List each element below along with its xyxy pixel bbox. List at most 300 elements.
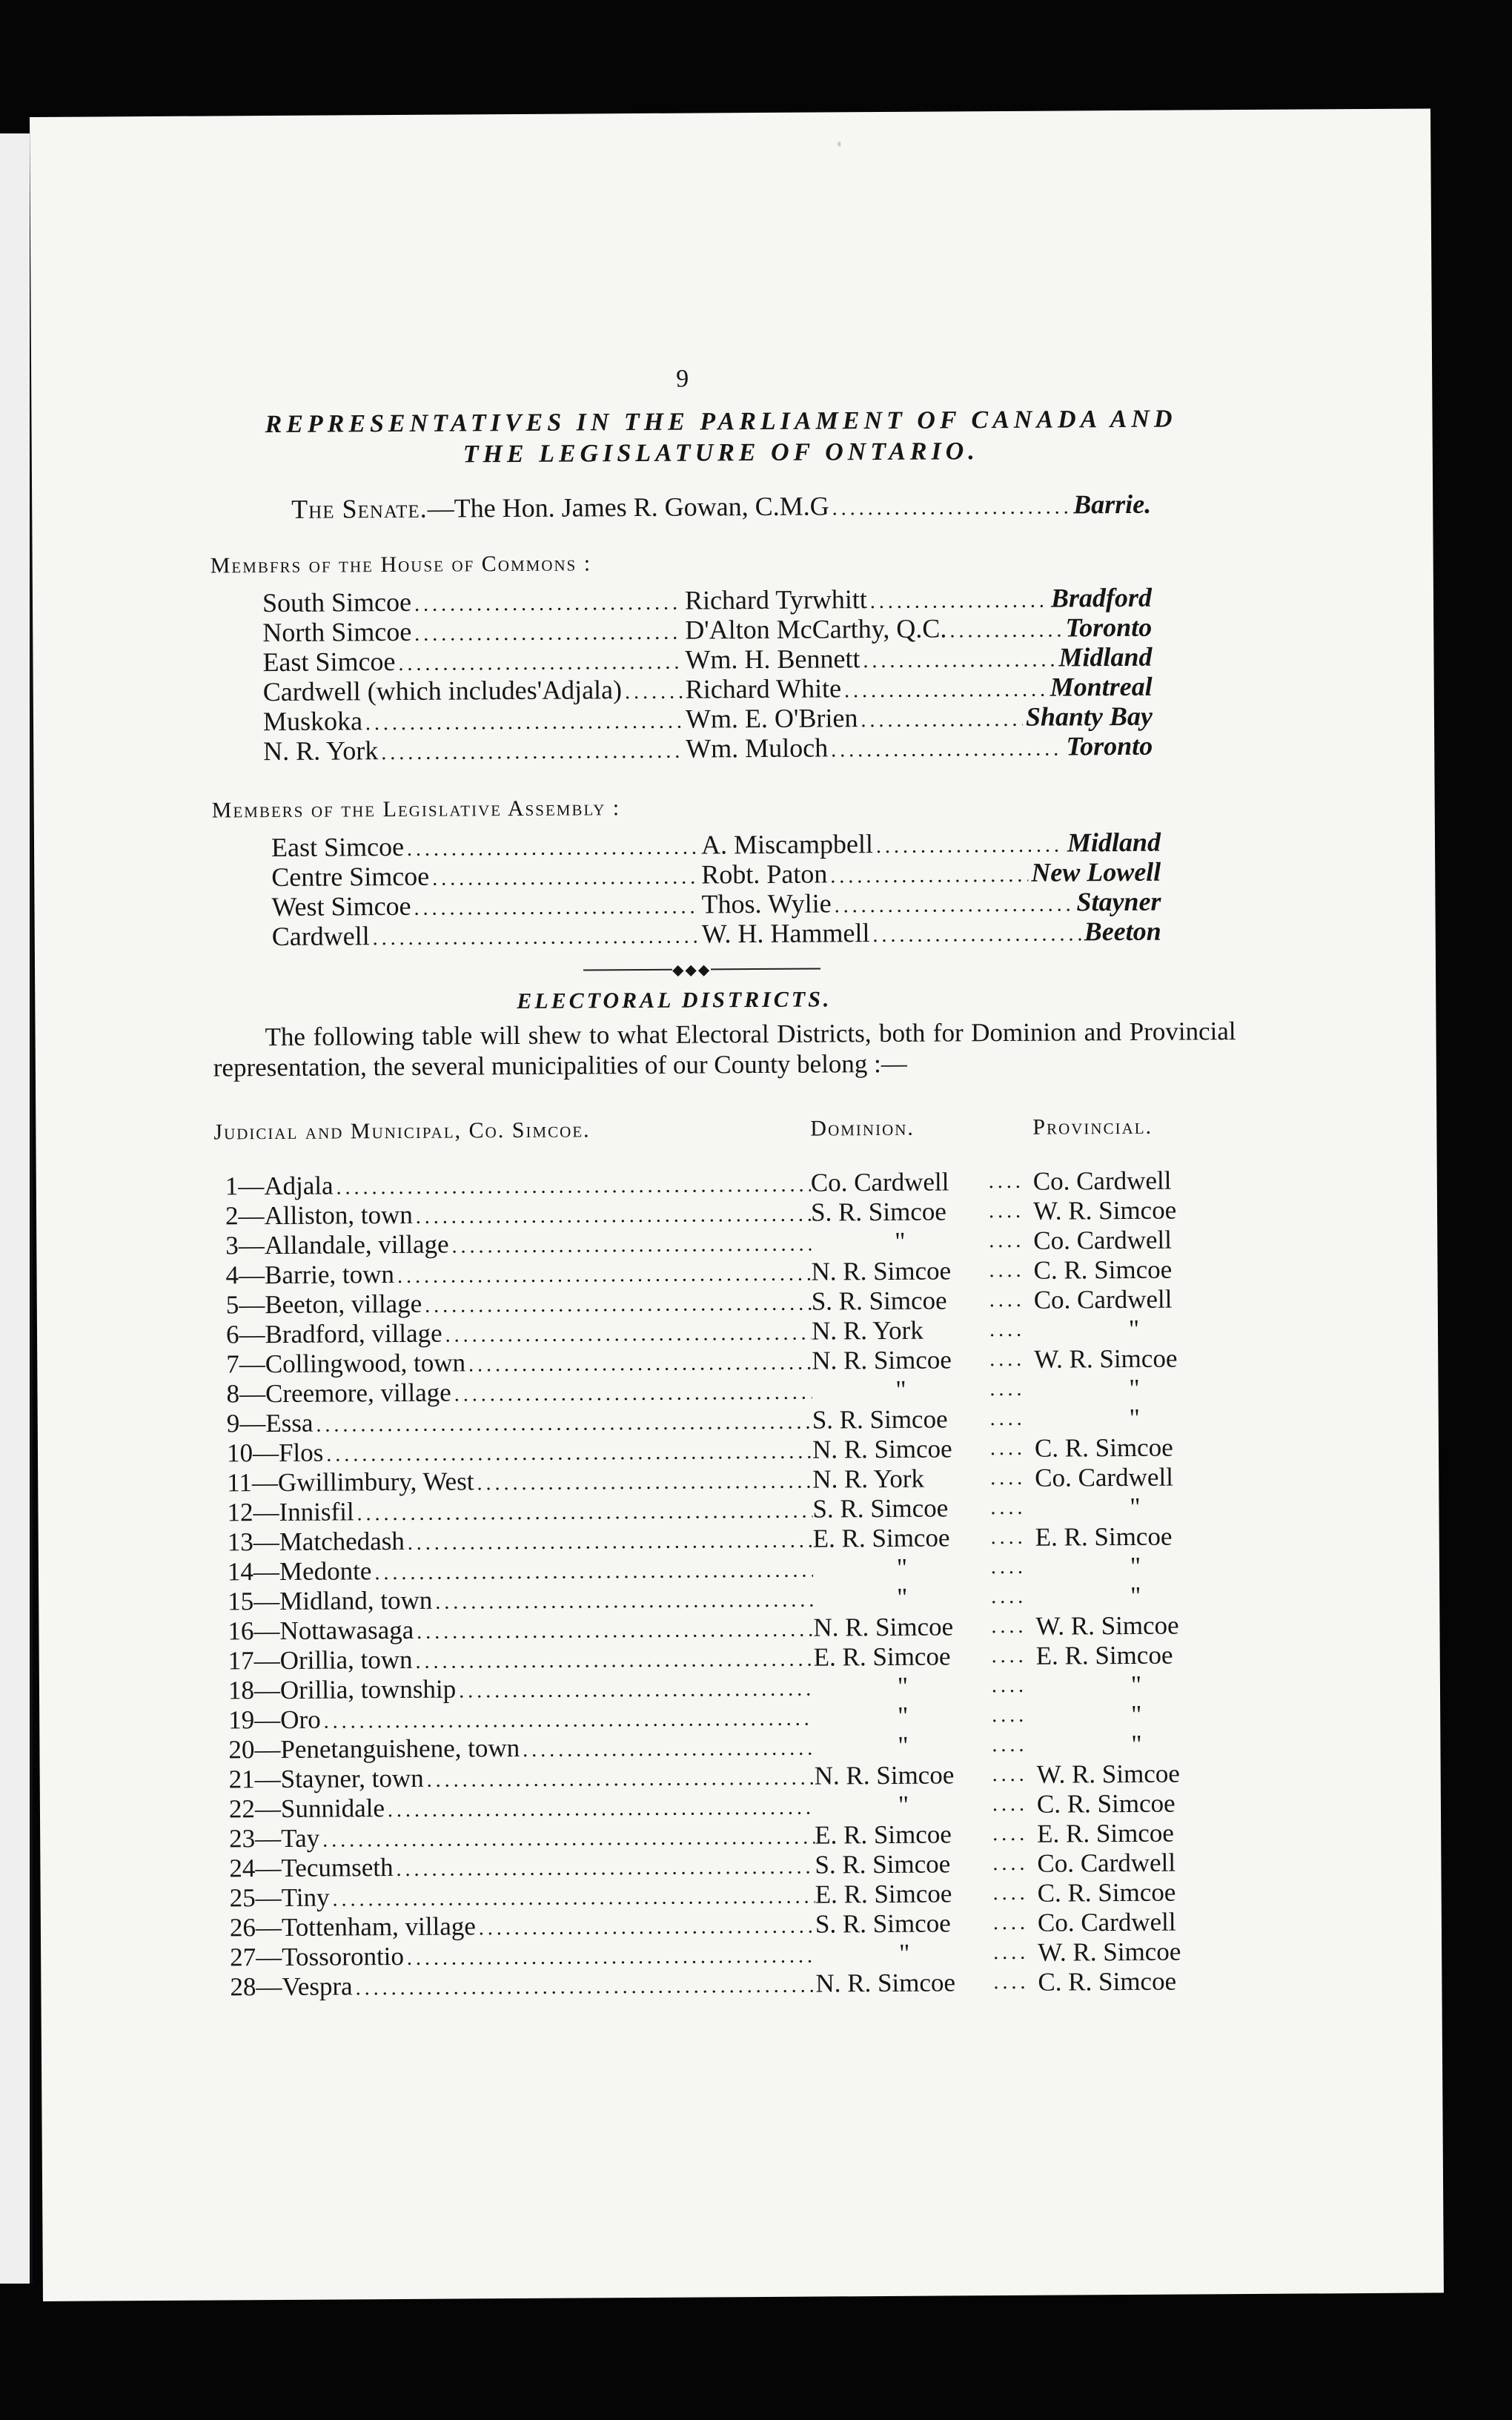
dominion-district <box>811 1226 989 1257</box>
riding-text: Cardwell <box>271 921 370 952</box>
riding-text: East Simcoe <box>271 831 405 863</box>
leader-dots <box>415 1643 813 1675</box>
dominion-district <box>811 1197 989 1227</box>
leader-dots <box>830 857 1028 890</box>
adjacent-page-edge <box>0 133 33 2284</box>
municipality-name: 13—Matchedash <box>227 1526 405 1557</box>
senate-text: —The Hon. James R. Gowan, C.M.G <box>427 491 829 523</box>
provincial-district <box>1034 1373 1234 1404</box>
municipality-name: 9—Essa <box>226 1408 314 1438</box>
document-page <box>30 108 1444 2301</box>
leader-dots <box>445 1317 812 1349</box>
member-name: A. Miscampbell <box>700 829 874 860</box>
dominion-district <box>811 1167 989 1197</box>
municipality-cell <box>228 1554 813 1587</box>
member-name: Richard Tyrwhitt <box>684 584 867 615</box>
column-separator-dots: . . . . <box>992 1822 1024 1846</box>
municipality-name: 6—Bradford, village <box>225 1318 442 1349</box>
municipality-cell <box>226 1317 812 1350</box>
member-name: Richard White <box>685 673 842 704</box>
dominion-text: S. R. Simcoe <box>812 1493 949 1524</box>
dominion-district <box>815 1908 993 1939</box>
member-name: W. H. Hammell <box>701 918 870 949</box>
provincial-text: " <box>1130 1581 1141 1610</box>
provincial-text: Co. Cardwell <box>1032 1166 1172 1196</box>
municipality-cell <box>228 1732 814 1765</box>
page-title-line-2: THE LEGISLATURE OF ONTARIO. <box>462 437 979 469</box>
column-separator-dots: . . . . <box>991 1614 1023 1639</box>
column-separator-dots: . . . . <box>989 1318 1021 1342</box>
municipality-name: 28—Vespra <box>230 1971 353 2002</box>
provincial-district <box>1038 1907 1238 1938</box>
riding-text: West Simcoe <box>271 890 411 922</box>
municipality-name: 17—Orillia, town <box>228 1644 413 1676</box>
leader-dots <box>863 642 1055 675</box>
leader-dots <box>432 859 698 892</box>
dominion-district <box>814 1701 992 1731</box>
provincial-district <box>1035 1432 1235 1464</box>
column-separator-dots: . . . . <box>990 1495 1022 1520</box>
municipality-name: 10—Flos <box>226 1438 324 1468</box>
provincial-district <box>1033 1225 1233 1256</box>
provincial-district <box>1033 1166 1233 1197</box>
leader-dots <box>876 827 1064 859</box>
dominion-text: S. R. Simcoe <box>811 1286 947 1316</box>
provincial-text: W. R. Simcoe <box>1034 1343 1178 1374</box>
riding-name <box>271 829 701 863</box>
riding-text: Centre Simcoe <box>271 861 430 893</box>
leader-dots <box>861 701 1023 733</box>
provincial-district <box>1035 1581 1236 1612</box>
municipality-cell <box>228 1584 813 1617</box>
provincial-district <box>1035 1462 1235 1493</box>
provincial-district <box>1038 1877 1238 1908</box>
member-name: Thos. Wylie <box>701 888 832 919</box>
provincial-text: C. R. Simcoe <box>1036 1788 1176 1819</box>
leader-dots <box>417 1613 813 1645</box>
municipality-cell <box>228 1643 814 1676</box>
leader-dots <box>365 704 683 737</box>
leader-dots <box>427 1762 815 1793</box>
dominion-text: E. R. Simcoe <box>815 1819 952 1850</box>
provincial-district <box>1035 1403 1235 1434</box>
dominion-text: E. R. Simcoe <box>813 1642 951 1672</box>
municipality-cell <box>230 1940 815 1973</box>
municipal-column-header: Judicial and Municipal, Co. Simcoe. <box>213 1117 591 1145</box>
leader-dots <box>414 585 682 618</box>
dominion-district <box>811 1256 989 1286</box>
municipality-name: 19—Oro <box>228 1705 321 1735</box>
provincial-text: " <box>1131 1729 1142 1759</box>
leader-dots <box>322 1821 815 1854</box>
leader-dots <box>479 1910 815 1942</box>
dominion-district <box>815 1938 993 1968</box>
dominion-district <box>812 1464 990 1494</box>
provincial-text: Co. Cardwell <box>1033 1284 1173 1315</box>
dominion-text: S. R. Simcoe <box>815 1849 951 1880</box>
provincial-district <box>1033 1195 1233 1226</box>
leader-dots <box>397 1257 812 1289</box>
column-separator-dots: . . . . <box>989 1258 1021 1283</box>
paper-speck <box>838 142 840 146</box>
dominion-district <box>815 1760 992 1791</box>
leader-dots <box>332 1880 815 1913</box>
municipality-cell <box>226 1287 812 1320</box>
column-separator-dots: . . . . <box>991 1644 1023 1668</box>
provincial-text: " <box>1130 1699 1142 1729</box>
leader-dots <box>373 919 699 952</box>
provincial-district <box>1036 1699 1236 1730</box>
provincial-district <box>1036 1670 1236 1701</box>
riding-name <box>263 733 686 767</box>
municipality-name: 1—Adjala <box>225 1171 334 1201</box>
dominion-district <box>812 1434 990 1464</box>
provincial-district <box>1034 1284 1234 1315</box>
dominion-text: N. R. York <box>812 1464 925 1494</box>
leader-dots <box>388 1791 815 1824</box>
provincial-text: W. R. Simcoe <box>1038 1937 1181 1967</box>
riding-text: East Simcoe <box>262 646 396 678</box>
dominion-district <box>813 1582 991 1613</box>
riding-name <box>271 888 701 922</box>
assembly-entry <box>272 916 1161 952</box>
dominion-text: " <box>898 1790 909 1819</box>
provincial-text: Co. Cardwell <box>1033 1225 1173 1255</box>
provincial-text: W. R. Simcoe <box>1035 1610 1179 1641</box>
leader-dots <box>414 889 698 922</box>
leader-dots <box>435 1584 813 1616</box>
leader-dots <box>625 674 683 705</box>
column-separator-dots: . . . . <box>992 1703 1024 1728</box>
dominion-district <box>812 1315 989 1346</box>
municipality-name: 4—Barrie, town <box>225 1260 395 1290</box>
column-separator-dots: . . . . <box>989 1347 1021 1372</box>
riding-name <box>272 918 702 952</box>
table-row <box>230 1966 1238 2002</box>
dominion-text: " <box>898 1730 909 1760</box>
column-separator-dots: . . . . <box>988 1199 1021 1223</box>
member-place: Montreal <box>1050 671 1153 702</box>
page-title-line-1: REPRESENTATIVES IN THE PARLIAMENT OF CANADA AND <box>265 405 1177 439</box>
leader-dots <box>477 1465 812 1497</box>
leader-dots <box>407 830 698 862</box>
riding-name <box>262 644 685 678</box>
column-separator-dots: . . . . <box>992 1911 1024 1935</box>
leader-dots <box>396 1851 815 1882</box>
dominion-district <box>812 1345 989 1375</box>
leader-dots <box>832 489 1071 521</box>
member-place: Midland <box>1058 641 1153 672</box>
provincial-district <box>1036 1729 1236 1760</box>
municipality-name: 25—Tiny <box>229 1882 330 1913</box>
commons-entry <box>263 730 1153 767</box>
provincial-district <box>1034 1314 1234 1345</box>
provincial-text: " <box>1129 1373 1140 1403</box>
leader-dots <box>425 1287 812 1319</box>
riding-name <box>271 859 701 893</box>
intro-text: The following table will shew to what Electoral Districts, both for Dominion and Provincial representation, the several municipalities of our County belong :— <box>213 1016 1236 1082</box>
senate-place: Barrie. <box>1073 489 1152 520</box>
municipality-cell <box>229 1791 815 1825</box>
municipality-name: 11—Gwillimbury, West <box>227 1467 474 1498</box>
dominion-text: E. R. Simcoe <box>812 1523 950 1553</box>
riding-name <box>262 615 685 648</box>
member-name: D'Alton McCarthy, Q.C. <box>685 613 947 645</box>
provincial-district <box>1038 1966 1238 1997</box>
provincial-district <box>1037 1759 1237 1790</box>
municipality-name: 2—Alliston, town <box>225 1200 413 1231</box>
dominion-district <box>815 1879 993 1909</box>
provincial-column-header: Provincial. <box>1032 1114 1153 1140</box>
provincial-text: E. R. Simcoe <box>1035 1640 1173 1670</box>
municipality-name: 3—Allandale, village <box>225 1229 449 1260</box>
provincial-district <box>1037 1848 1237 1879</box>
provincial-text: C. R. Simcoe <box>1034 1432 1173 1463</box>
provincial-text: " <box>1130 1551 1141 1581</box>
dominion-district <box>815 1968 993 1998</box>
senate-label: The Senate. <box>291 493 428 524</box>
dominion-text: S. R. Simcoe <box>815 1908 951 1939</box>
municipality-cell <box>230 1880 815 1914</box>
member-place: New Lowell <box>1031 856 1161 887</box>
dominion-district <box>812 1404 990 1435</box>
intro-paragraph <box>213 1016 1236 1082</box>
member-place: Shanty Bay <box>1025 701 1153 732</box>
provincial-text: E. R. Simcoe <box>1037 1818 1175 1848</box>
dominion-column-header: Dominion. <box>810 1115 915 1141</box>
leader-dots <box>468 1346 812 1378</box>
leader-dots <box>408 1524 813 1556</box>
riding-text: N. R. York <box>263 735 379 767</box>
municipality-cell <box>228 1524 813 1558</box>
riding-name <box>263 674 686 707</box>
municipality-name: 26—Tottenham, village <box>229 1911 476 1943</box>
provincial-text: " <box>1130 1670 1142 1699</box>
dominion-district <box>813 1553 991 1583</box>
member-place: Stayner <box>1076 886 1161 917</box>
dominion-district <box>812 1375 989 1405</box>
municipality-cell <box>228 1613 813 1647</box>
dominion-text: E. R. Simcoe <box>815 1879 952 1909</box>
leader-dots <box>356 1969 816 2002</box>
municipality-name: 18—Orillia, township <box>228 1674 457 1705</box>
municipality-name: 22—Sunnidale <box>228 1793 385 1824</box>
provincial-district <box>1035 1492 1235 1523</box>
dominion-district <box>815 1790 992 1820</box>
provincial-text: Co. Cardwell <box>1037 1848 1176 1878</box>
column-separator-dots: . . . . <box>989 1377 1021 1401</box>
dominion-text: S. R. Simcoe <box>810 1197 946 1227</box>
column-separator-dots: . . . . <box>991 1584 1023 1609</box>
member-name: Wm. H. Bennett <box>685 644 861 675</box>
dominion-text: " <box>897 1701 909 1730</box>
leader-dots <box>326 1435 812 1468</box>
column-separator-dots: . . . . <box>992 1733 1024 1757</box>
leader-dots <box>398 644 682 677</box>
municipality-cell <box>225 1257 811 1291</box>
municipality-cell <box>225 1168 811 1202</box>
provincial-text: W. R. Simcoe <box>1036 1759 1180 1789</box>
column-separator-dots: . . . . <box>992 1762 1024 1787</box>
member-name: Wm. Muloch <box>686 733 829 764</box>
municipality-cell <box>225 1228 811 1261</box>
provincial-district <box>1034 1343 1234 1375</box>
municipality-name: 5—Beeton, village <box>225 1289 422 1320</box>
municipality-cell <box>226 1346 812 1380</box>
leader-dots <box>949 612 1062 644</box>
leader-dots <box>831 730 1064 763</box>
leader-dots <box>454 1376 812 1408</box>
riding-name <box>263 704 686 737</box>
dominion-district <box>815 1849 992 1880</box>
leader-dots <box>336 1168 810 1201</box>
dominion-text: N. R. Simcoe <box>814 1760 955 1791</box>
provincial-district <box>1035 1521 1236 1553</box>
provincial-district <box>1035 1551 1236 1582</box>
municipality-cell <box>229 1821 815 1854</box>
leader-dots <box>324 1702 815 1735</box>
municipality-name: 7—Collingwood, town <box>226 1348 466 1379</box>
dominion-district <box>814 1730 992 1761</box>
municipality-cell <box>227 1495 812 1528</box>
dominion-text: " <box>895 1375 906 1404</box>
districts-title: ELECTORAL DISTRICTS. <box>517 987 832 1014</box>
leader-dots <box>316 1406 812 1438</box>
municipality-cell <box>230 1969 815 2003</box>
member-name: Robt. Paton <box>701 859 828 890</box>
dominion-text: Co. Cardwell <box>810 1167 949 1197</box>
column-separator-dots: . . . . <box>992 1851 1024 1876</box>
dominion-text: N. R. Simcoe <box>812 1345 952 1375</box>
provincial-text: Co. Cardwell <box>1035 1462 1173 1492</box>
provincial-district <box>1038 1937 1238 1968</box>
municipality-name: 21—Stayner, town <box>228 1763 424 1794</box>
leader-dots <box>872 916 1081 948</box>
municipality-name: 12—Innisfil <box>227 1497 354 1527</box>
municipality-cell <box>229 1762 815 1795</box>
leader-dots <box>459 1673 814 1705</box>
provincial-text: " <box>1128 1314 1140 1343</box>
provincial-text: C. R. Simcoe <box>1038 1966 1177 1997</box>
column-separator-dots: . . . . <box>992 1881 1024 1905</box>
provincial-text: Co. Cardwell <box>1037 1907 1176 1937</box>
dominion-text: N. R. Simcoe <box>815 1968 956 1998</box>
provincial-text: C. R. Simcoe <box>1033 1254 1173 1285</box>
leader-dots <box>451 1228 811 1260</box>
riding-text: Cardwell (which includes'Adjala) <box>262 675 623 707</box>
column-separator-dots: . . . . <box>989 1406 1021 1431</box>
municipality-cell <box>227 1465 812 1498</box>
municipality-cell <box>228 1702 814 1736</box>
dominion-text: N. R. Simcoe <box>813 1612 954 1642</box>
municipality-cell <box>227 1435 812 1469</box>
column-separator-dots: . . . . <box>990 1466 1022 1490</box>
provincial-district <box>1037 1788 1237 1819</box>
member-name: Wm. E. O'Brien <box>685 703 858 734</box>
leader-dots <box>374 1554 813 1587</box>
column-separator-dots: . . . . <box>989 1288 1021 1312</box>
column-separator-dots: . . . . <box>993 1970 1025 1994</box>
provincial-text: " <box>1130 1492 1141 1521</box>
municipality-name: 14—Medonte <box>227 1556 372 1587</box>
provincial-text: W. R. Simcoe <box>1032 1195 1177 1226</box>
provincial-text: E. R. Simcoe <box>1035 1521 1173 1552</box>
member-place: Toronto <box>1066 730 1153 761</box>
leader-dots <box>357 1495 812 1527</box>
column-separator-dots: . . . . <box>990 1555 1023 1579</box>
leader-dots <box>381 733 683 766</box>
municipality-name: 23—Tay <box>229 1823 320 1854</box>
leader-dots <box>416 1198 811 1230</box>
municipality-name: 8—Creemore, village <box>226 1378 451 1409</box>
municipality-cell <box>227 1406 812 1439</box>
column-separator-dots: . . . . <box>989 1229 1021 1253</box>
riding-text: South Simcoe <box>262 586 412 618</box>
leader-dots <box>523 1732 815 1763</box>
provincial-text: C. R. Simcoe <box>1037 1877 1176 1908</box>
column-separator-dots: . . . . <box>989 1436 1022 1461</box>
provincial-district <box>1037 1818 1237 1849</box>
municipality-name: 20—Penetanguishene, town <box>228 1733 520 1765</box>
provincial-district <box>1035 1610 1236 1642</box>
municipality-cell <box>228 1673 814 1706</box>
leader-dots <box>835 886 1074 919</box>
column-separator-dots: . . . . <box>990 1525 1022 1550</box>
riding-text: North Simcoe <box>262 616 412 648</box>
dominion-district <box>812 1493 990 1524</box>
leader-dots <box>414 615 682 647</box>
leader-dots <box>870 583 1048 615</box>
dominion-district <box>814 1671 992 1702</box>
column-separator-dots: . . . . <box>992 1792 1024 1816</box>
dominion-district <box>813 1612 991 1642</box>
provincial-district <box>1036 1640 1236 1671</box>
dominion-text: S. R. Simcoe <box>812 1404 948 1435</box>
riding-name <box>262 585 685 618</box>
municipality-name: 24—Tecumseth <box>229 1853 394 1883</box>
assembly-heading: Members of the Legislative Assembly : <box>211 796 621 823</box>
dominion-text: N. R. Simcoe <box>811 1256 952 1286</box>
municipality-cell <box>229 1851 815 1884</box>
municipality-name: 15—Midland, town <box>228 1585 433 1616</box>
municipality-name: 27—Tossorontio <box>230 1941 405 1972</box>
riding-text: Muskoka <box>262 706 363 737</box>
municipality-name: 16—Nottawasaga <box>228 1615 414 1646</box>
dominion-text: N. R. Simcoe <box>812 1434 952 1464</box>
commons-heading: Membfrs of the House of Commons : <box>210 551 592 578</box>
member-place: Toronto <box>1065 612 1153 643</box>
provincial-district <box>1033 1254 1233 1286</box>
dominion-text: " <box>897 1671 909 1701</box>
dominion-district <box>813 1523 991 1553</box>
column-separator-dots: . . . . <box>988 1169 1020 1194</box>
dominion-text: " <box>896 1553 908 1582</box>
senate-line <box>291 489 1151 525</box>
municipality-cell <box>226 1376 812 1409</box>
dominion-district <box>814 1642 992 1672</box>
member-place: Bradford <box>1050 582 1153 613</box>
page-number: 9 <box>676 365 689 393</box>
divider-ornament: ◆◆◆ <box>672 962 712 979</box>
dominion-district <box>815 1819 992 1850</box>
dominion-text: " <box>896 1582 908 1612</box>
municipality-cell <box>230 1910 815 1943</box>
dominion-text: " <box>895 1226 906 1256</box>
dominion-text: " <box>898 1938 910 1968</box>
municipality-cell <box>225 1198 811 1232</box>
column-separator-dots: . . . . <box>993 1940 1025 1965</box>
dominion-text: N. R. York <box>811 1315 924 1346</box>
